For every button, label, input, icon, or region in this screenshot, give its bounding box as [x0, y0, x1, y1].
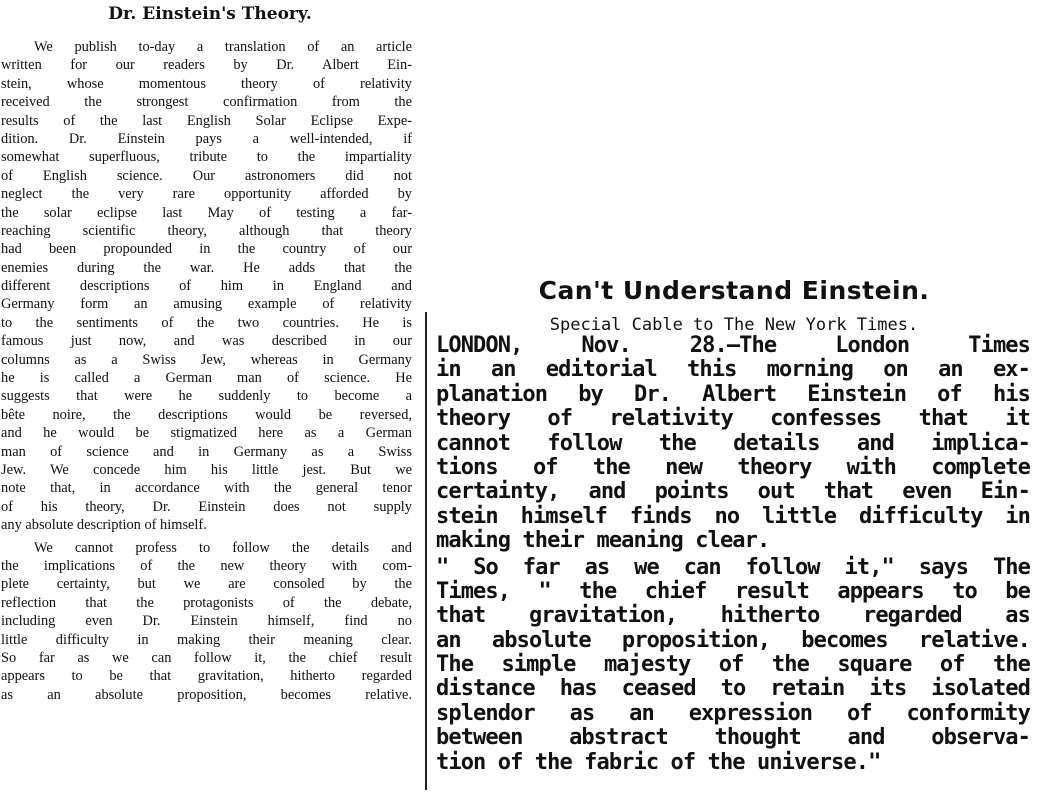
- right-article-dateline-credit: Special Cable to The New York Times.: [549, 315, 919, 335]
- right-article-title: Can't Understand Einstein.: [538, 276, 930, 305]
- text-line: the solar eclipse last May of testing a far-: [1, 204, 412, 221]
- text-line: between abstract thought and observa-: [436, 725, 1030, 751]
- text-line: different descriptions of him in England and: [1, 278, 412, 295]
- text-line: written for our readers by Dr. Albert Ein-: [1, 57, 412, 74]
- left-article-body: [1, 38, 412, 704]
- text-line: including even Dr. Einstein himself, find no: [1, 613, 412, 630]
- text-line: to the sentiments of the two countries. He is: [1, 314, 412, 331]
- text-line: So far as we can follow it, the chief result: [1, 649, 412, 666]
- text-line: an absolute proposition, becomes relative.: [436, 627, 1030, 653]
- text-line: LONDON, Nov. 28.—The London Times: [436, 333, 1030, 358]
- text-line: little difficulty in making their meaning clear.: [1, 631, 412, 648]
- text-line: planation by Dr. Albert Einstein of his: [436, 381, 1030, 407]
- text-line: certainty, and points out that even Ein-: [436, 479, 1030, 505]
- text-line: cannot follow the details and implica-: [436, 430, 1030, 456]
- text-line: tion of the fabric of the universe.": [436, 749, 881, 775]
- text-line: splendor as an expression of conformity: [436, 700, 1030, 726]
- text-line: famous just now, and was described in our: [1, 333, 412, 350]
- text-line: tions of the new theory with complete: [436, 454, 1030, 480]
- left-article: [0, 0, 420, 796]
- text-line: that gravitation, hitherto regarded as: [436, 603, 1030, 629]
- text-line: reaching scientific theory, although that theory: [1, 222, 412, 239]
- text-line: had been propounded in the country of our: [1, 241, 412, 258]
- text-line: dition. Dr. Einstein pays a well-intended, if: [1, 130, 412, 147]
- text-line: stein himself finds no little difficulty in: [436, 503, 1030, 529]
- text-line: as an absolute proposition, becomes relative.: [1, 686, 412, 703]
- text-line: suggests that were he suddenly to become a: [1, 388, 412, 405]
- text-line: neglect the very rare opportunity afforded by: [1, 186, 412, 203]
- right-article: [436, 272, 1032, 792]
- text-line: bête noire, the descriptions would be reversed,: [1, 406, 412, 423]
- text-line: making their meaning clear.: [436, 528, 770, 554]
- text-line: enemies during the war. He adds that the: [1, 259, 412, 276]
- text-line: plete certainty, but we are consoled by the: [1, 576, 412, 593]
- text-line: reflection that the protagonists of the debate,: [1, 594, 412, 611]
- text-line: results of the last English Solar Eclipse Expe-: [1, 112, 412, 129]
- text-line: stein, whose momentous theory of relativity: [1, 75, 412, 92]
- text-line: columns as a Swiss Jew, whereas in Germany: [1, 351, 412, 368]
- text-line: Germany form an amusing example of relativity: [1, 296, 412, 313]
- text-line: Times, " the chief result appears to be: [436, 578, 1030, 604]
- text-line: " So far as we can follow it," says The: [436, 554, 1030, 580]
- text-line: man of science and in Germany as a Swiss: [1, 443, 412, 460]
- text-line: distance has ceased to retain its isolated: [436, 676, 1030, 702]
- text-line: note that, in accordance with the general tenor: [1, 480, 412, 497]
- left-article-title: Dr. Einstein's Theory.: [108, 4, 312, 24]
- text-line: he is called a German man of science. He: [1, 370, 412, 387]
- text-line: theory of relativity confesses that it: [436, 406, 1030, 432]
- text-line: somewhat superfluous, tribute to the impartiality: [1, 149, 412, 166]
- text-line: of his theory, Dr. Einstein does not supply: [1, 498, 412, 515]
- text-line: We publish to-day a translation of an article: [34, 39, 412, 55]
- text-line: any absolute description of himself.: [1, 517, 207, 534]
- text-line: Jew. We concede him his little jest. But we: [1, 461, 412, 478]
- text-line: and he would be stigmatized here as a German: [1, 425, 412, 442]
- text-line: received the strongest confirmation from the: [1, 94, 412, 111]
- right-article-body: [436, 334, 1030, 775]
- text-line: of English science. Our astronomers did not: [1, 167, 412, 184]
- text-line: The simple majesty of the square of the: [436, 652, 1030, 678]
- text-line: appears to be that gravitation, hitherto regarded: [1, 668, 412, 685]
- text-line: in an editorial this morning on an ex-: [436, 357, 1030, 383]
- text-line: We cannot profess to follow the details and: [34, 539, 412, 556]
- column-rule: [425, 312, 427, 790]
- text-line: the implications of the new theory with com-: [1, 557, 412, 574]
